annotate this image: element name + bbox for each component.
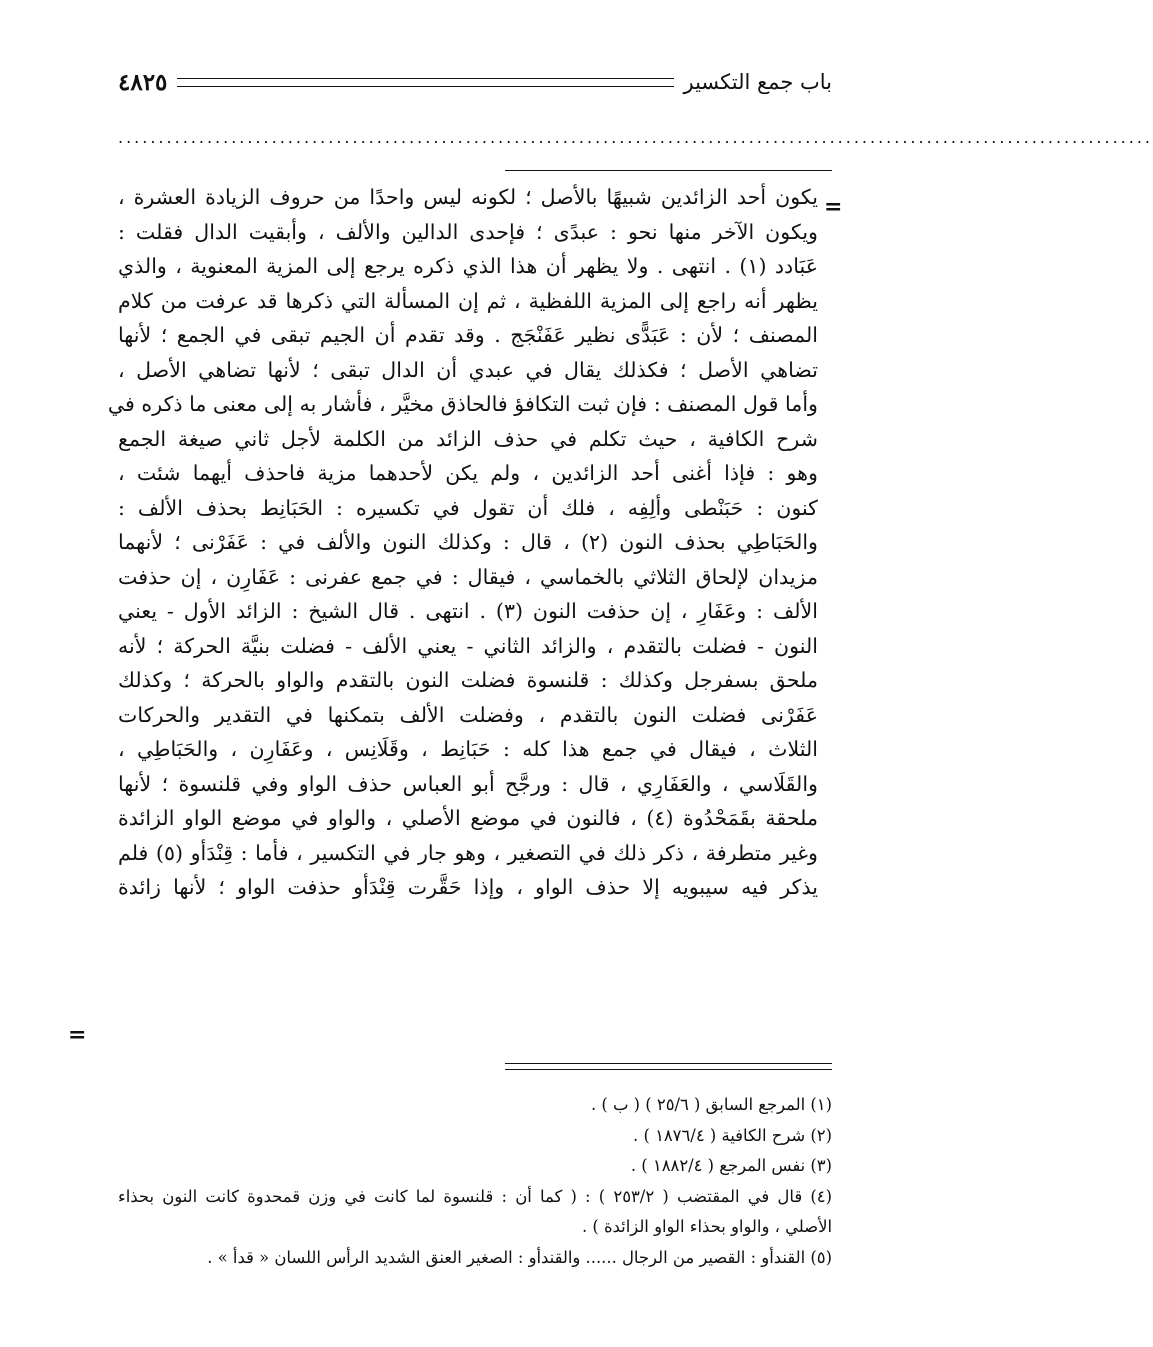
continuation-rule [505,170,832,171]
body-line: يظهر أنه راجع إلى المزية اللفظية ، ثم إن المسألة التي ذكرها قد عرفت من كلام [118,288,818,313]
body-line: المصنف ؛ لأن : عَبَدًّى نظير عَفَنْجَج . وقد تقدم أن الجيم تبقى في الجمع ؛ لأنها [118,323,818,347]
footnote: (٣) نفس المرجع ( ١٨٨٢/٤ ) . [630,1156,832,1175]
body-line: شرح الكافية ، حيث تكلم في حذف الزائد من الكلمة لأجل ثاني صيغة الجمع [118,426,818,451]
body-line: الألف : وعَفَارِ ، إن حذفت النون (٣) . انتهى . قال الشيخ : الزائد الأول - يعني [118,599,819,623]
body-line: والقَلَاسي ، والعَفَارِي ، قال : ورجَّح أبو العباس حذف الواو وفي قلنسوة ؛ لأنها [118,771,818,796]
body-line: الثلاث ، فيقال في جمع هذا كله : حَبَانِط ، وقَلَانِس ، وعَفَارِن ، والحَبَاطِي ، [118,737,818,761]
body-line: كنون : حَبَنْطى وألِفِه ، فلك أن تقول في تكسيره : الحَبَانِط بحذف الألف : [118,495,818,520]
dotted-separator: ................................................................................................................................ [118,128,1153,147]
header-double-rule [177,78,673,87]
running-header [118,62,832,102]
body-line: عَفَرْنى فضلت النون بالتقدم ، وفضلت الألف بتمكنها في التقدير والحركات [118,702,818,727]
body-line: وأما قول المصنف : فإن ثبت التكافؤ فالحاذق مخيَّر ، فأشار به إلى معنى ما ذكره في [107,392,818,416]
page-number: ٤٨٢٥ [118,68,168,96]
body-line: والحَبَاطِي بحذف النون (٢) ، قال : وكذلك النون والألف في : عَفَرْنى ؛ لأنهما [118,530,819,554]
body-text [107,180,819,905]
body-line: ويكون الآخر منها نحو : عبدًى ؛ فإحدى الدالين والألف ، وأبقيت الدال فقلت : [118,219,818,244]
continuation-mark-end: = [68,1022,87,1048]
body-line: مزيدان لإلحاق الثلاثي بالخماسي ، فيقال : في جمع عفرنى : عَفَارِن ، إن حذفت [118,564,818,589]
footnote: (٥) القندأو : القصير من الرجال ...... والقندأو : الصغير العنق الشديد الرأس اللسان « قدأ » . [207,1247,832,1267]
footnote: (٤) قال في المقتضب ( ٢٥٣/٢ ) : ( كما أن : قلنسوة لما كانت في وزن قمحدوة كانت النون بحذاء [118,1186,832,1206]
body-line: وغير متطرفة ، ذكر ذلك في التصغير ، وهو جار في التكسير ، فأما : قِنْدَأو (٥) فلم [118,840,818,865]
footnote-double-rule [505,1063,832,1070]
body-line: تضاهي الأصل ؛ فكذلك يقال في عبدي أن الدال تبقى ؛ لأنها تضاهي الأصل ، [118,357,818,382]
body-line: عَبَادد (١) . انتهى . ولا يظهر أن هذا الذي ذكره يرجع إلى المزية المعنوية ، والذي [118,254,818,278]
body-line: النون - فضلت بالتقدم ، والزائد الثاني - يعني الألف - فضلت بنيَّة الحركة ؛ لأنه [118,633,818,658]
body-line: ملحقة بقَمَحْدُوة (٤) ، فالنون في موضع الأصلي ، والواو في موضع الواو الزائدة [118,806,818,830]
footnote-continuation: الأصلي ، والواو بحذاء الواو الزائدة ) . [581,1217,832,1236]
footnote: (٢) شرح الكافية ( ١٨٧٦/٤ ) . [633,1125,832,1145]
chapter-title: باب جمع التكسير [683,70,832,94]
footnote: (١) المرجع السابق ( ٢٥/٦ ) ( ب ) . [591,1095,832,1114]
body-line: ملحق بسفرجل وكذلك : قلنسوة فضلت النون بالتقدم والواو بالحركة ؛ وكذلك [118,668,818,692]
body-line: يذكر فيه سيبويه إلا حذف الواو ، وإذا حَقَّرت قِنْدَأو حذفت الواو ؛ لأنها زائدة [118,875,818,899]
footnotes [118,1090,832,1273]
body-line: وهو : فإذا أغنى أحد الزائدين ، ولم يكن لأحدهما مزية فاحذف أيهما شئت ، [118,461,818,485]
continuation-mark-start: = [824,194,843,220]
body-line: يكون أحد الزائدين شبيهًا بالأصل ؛ لكونه ليس واحدًا من حروف الزيادة العشرة ، [118,185,818,209]
